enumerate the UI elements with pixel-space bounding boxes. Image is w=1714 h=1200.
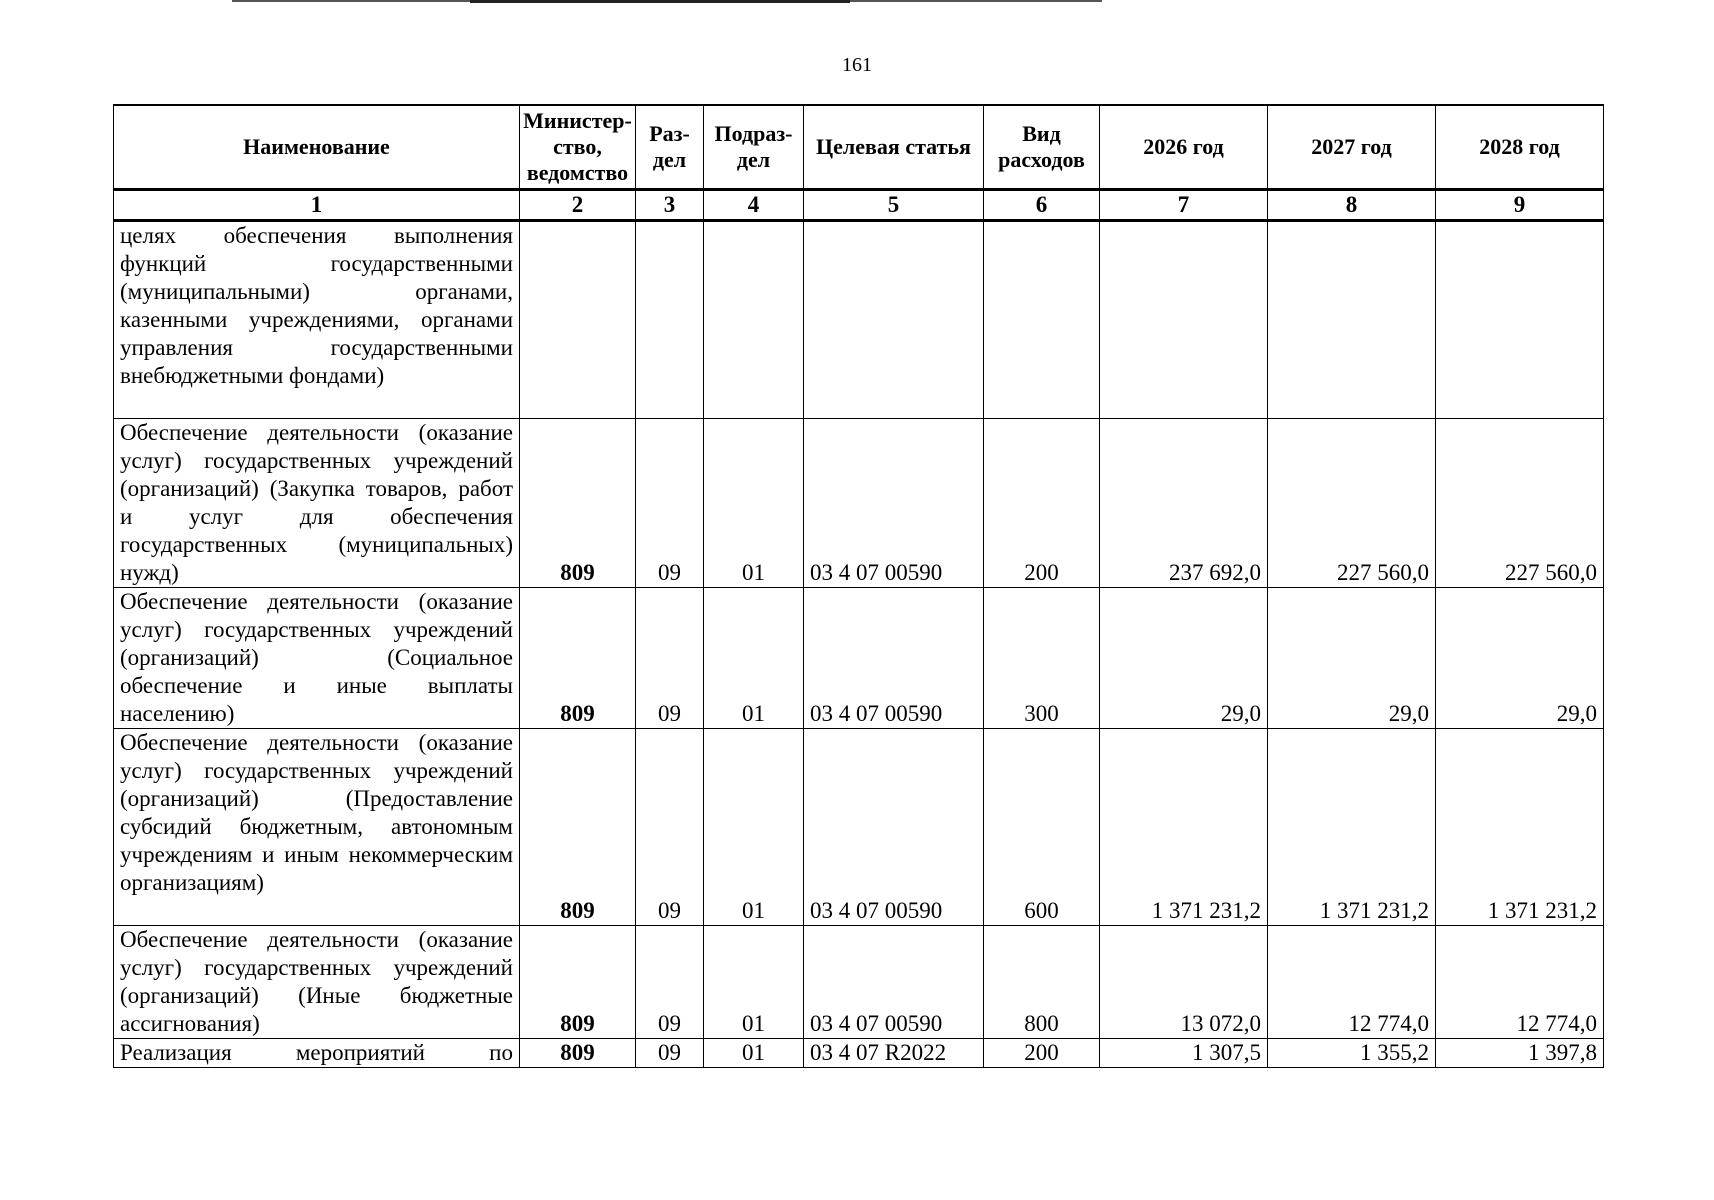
row-2027: 29,0 <box>1268 588 1436 729</box>
column-number: 9 <box>1436 190 1604 221</box>
column-number-row <box>114 190 1604 221</box>
row-2027 <box>1268 221 1436 419</box>
row-name: Обеспечение деятельности (оказание услуг) государственных учреждений (организаций) (Социальное обеспечение и иные выплаты населению) <box>114 588 520 729</box>
row-ministry <box>520 221 636 419</box>
row-subsection: 01 <box>704 588 804 729</box>
table-header-row <box>114 105 1604 190</box>
row-subsection: 01 <box>704 419 804 588</box>
column-header-2028: 2028 год <box>1436 105 1604 190</box>
row-2028: 12 774,0 <box>1436 926 1604 1039</box>
page-number: 161 <box>842 54 872 76</box>
row-subsection: 01 <box>704 1039 804 1068</box>
row-2028: 29,0 <box>1436 588 1604 729</box>
row-target: 03 4 07 00590 <box>804 419 984 588</box>
column-header-subsection: Подраз-дел <box>704 105 804 190</box>
row-target: 03 4 07 00590 <box>804 926 984 1039</box>
row-2027: 1 355,2 <box>1268 1039 1436 1068</box>
column-number: 1 <box>114 190 520 221</box>
row-section: 09 <box>636 729 704 926</box>
table-row <box>114 1039 1604 1068</box>
row-expense-type: 300 <box>984 588 1100 729</box>
column-number: 3 <box>636 190 704 221</box>
row-expense-type: 200 <box>984 1039 1100 1068</box>
row-section: 09 <box>636 926 704 1039</box>
row-2026: 1 371 231,2 <box>1100 729 1268 926</box>
column-number: 2 <box>520 190 636 221</box>
column-header-2027: 2027 год <box>1268 105 1436 190</box>
budget-table <box>113 104 1604 1068</box>
row-expense-type: 800 <box>984 926 1100 1039</box>
row-2027: 227 560,0 <box>1268 419 1436 588</box>
column-number: 5 <box>804 190 984 221</box>
row-2026: 237 692,0 <box>1100 419 1268 588</box>
row-section <box>636 221 704 419</box>
row-section: 09 <box>636 1039 704 1068</box>
row-ministry: 809 <box>520 419 636 588</box>
row-subsection: 01 <box>704 926 804 1039</box>
row-subsection <box>704 221 804 419</box>
row-target: 03 4 07 R2022 <box>804 1039 984 1068</box>
row-ministry: 809 <box>520 588 636 729</box>
row-2028 <box>1436 221 1604 419</box>
row-name: Обеспечение деятельности (оказание услуг) государственных учреждений (организаций) (Иные бюджетные ассигнования) <box>114 926 520 1039</box>
row-ministry: 809 <box>520 1039 636 1068</box>
row-name: целях обеспечения выполнения функций государственными (муниципальными) органами, казенными учреждениями, органами управления государственными внебюджетными фондами) <box>114 221 520 419</box>
table-row <box>114 926 1604 1039</box>
row-2027: 12 774,0 <box>1268 926 1436 1039</box>
row-target: 03 4 07 00590 <box>804 729 984 926</box>
top-scan-rule-thick <box>470 0 850 3</box>
row-name: Реализация мероприятий по <box>114 1039 520 1068</box>
column-number: 4 <box>704 190 804 221</box>
row-target: 03 4 07 00590 <box>804 588 984 729</box>
column-header-expense-type: Вид расходов <box>984 105 1100 190</box>
table-row <box>114 729 1604 926</box>
column-number: 6 <box>984 190 1100 221</box>
column-number: 8 <box>1268 190 1436 221</box>
row-ministry: 809 <box>520 729 636 926</box>
row-section: 09 <box>636 588 704 729</box>
table-row <box>114 221 1604 419</box>
row-target <box>804 221 984 419</box>
row-2026 <box>1100 221 1268 419</box>
row-2026: 29,0 <box>1100 588 1268 729</box>
row-2026: 13 072,0 <box>1100 926 1268 1039</box>
row-name: Обеспечение деятельности (оказание услуг) государственных учреждений (организаций) (Закупка товаров, работ и услуг для обеспечения государственных (муниципальных) нужд) <box>114 419 520 588</box>
column-header-2026: 2026 год <box>1100 105 1268 190</box>
row-2028: 1 371 231,2 <box>1436 729 1604 926</box>
table-row <box>114 419 1604 588</box>
row-2026: 1 307,5 <box>1100 1039 1268 1068</box>
row-2027: 1 371 231,2 <box>1268 729 1436 926</box>
row-expense-type <box>984 221 1100 419</box>
column-number: 7 <box>1100 190 1268 221</box>
row-ministry: 809 <box>520 926 636 1039</box>
row-expense-type: 600 <box>984 729 1100 926</box>
row-expense-type: 200 <box>984 419 1100 588</box>
row-2028: 227 560,0 <box>1436 419 1604 588</box>
row-2028: 1 397,8 <box>1436 1039 1604 1068</box>
column-header-ministry: Министер-ство, ведомство <box>520 105 636 190</box>
row-name: Обеспечение деятельности (оказание услуг) государственных учреждений (организаций) (Предоставление субсидий бюджетным, автономным учреждениям и иным некоммерческим организациям) <box>114 729 520 926</box>
column-header-section: Раз-дел <box>636 105 704 190</box>
column-header-target: Целевая статья <box>804 105 984 190</box>
table-row <box>114 588 1604 729</box>
column-header-name: Наименование <box>114 105 520 190</box>
row-subsection: 01 <box>704 729 804 926</box>
row-section: 09 <box>636 419 704 588</box>
